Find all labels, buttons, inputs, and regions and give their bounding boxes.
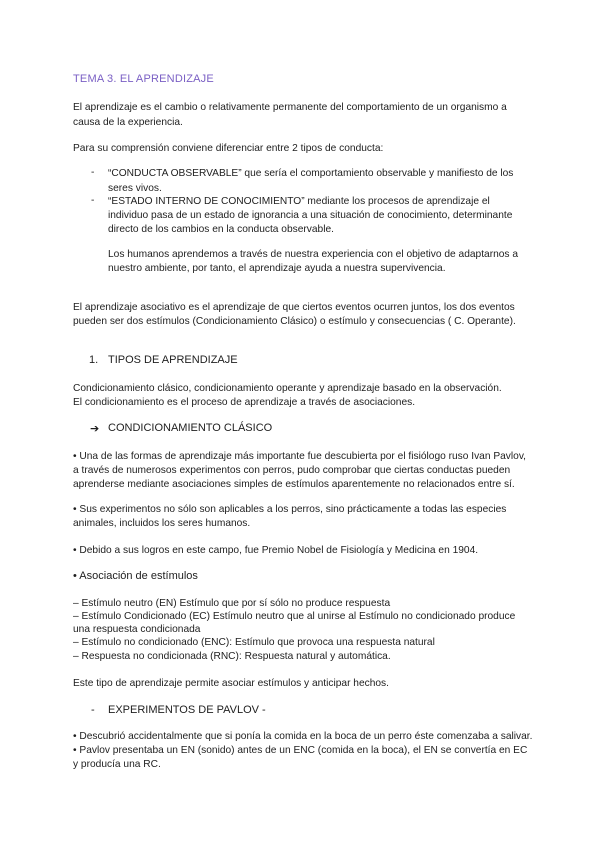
humanos-line: Los humanos aprendemos a través de nuestra experiencia con el objetivo de adaptarnos a <box>108 249 519 260</box>
estimulo-line: – Respuesta no condicionada (RNC): Respuesta natural y automática. <box>73 651 391 662</box>
section-dash: - <box>91 704 95 716</box>
asociativo-line: pueden ser dos estímulos (Condicionamiento Clásico) o estímulo y consecuencias ( C. Operante). <box>73 316 516 327</box>
pavlov-line: y producía una RC. <box>73 759 161 770</box>
estimulo-line: – Estímulo Condicionado (EC) Estímulo neutro que al unirse al Estímulo no condicionado produce <box>73 611 516 622</box>
section-heading-clasico: CONDICIONAMIENTO CLÁSICO <box>108 422 273 434</box>
estimulo-line: – Estímulo no condicionado (ENC): Estímulo que provoca una respuesta natural <box>73 637 435 648</box>
conducta-bullet: - <box>91 167 95 178</box>
conducta-line: “CONDUCTA OBSERVABLE” que sería el comportamiento observable y manifiesto de los <box>108 168 514 179</box>
clasico-line: • Sus experimentos no sólo son aplicables a los perros, sino prácticamente a todas las especies <box>73 504 507 515</box>
clasico-line: • Una de las formas de aprendizaje más importante fue descubierta por el fisiólogo ruso Ivan Pavlov, <box>73 451 526 462</box>
arrow-icon: ➔ <box>90 423 100 435</box>
comprension-text: Para su comprensión conviene diferenciar entre 2 tipos de conducta: <box>73 143 384 154</box>
tipos-line: El condicionamiento es el proceso de aprendizaje a través de asociaciones. <box>73 397 416 408</box>
clasico-line: a través de numerosos experimentos con perros, pudo comprobar que ciertas conductas pueden <box>73 465 511 476</box>
intro-line: El aprendizaje es el cambio o relativamente permanente del comportamiento de un organismo a <box>73 102 507 113</box>
clasico-line: • Debido a sus logros en este campo, fue Premio Nobel de Fisiología y Medicina en 1904. <box>73 545 479 556</box>
clasico-line: animales, incluidos los seres humanos. <box>73 518 251 529</box>
asociar-text: Este tipo de aprendizaje permite asociar estímulos y anticipar hechos. <box>73 678 389 689</box>
conducta-line: directo de los cambios en la conducta observable. <box>108 224 334 235</box>
conducta-line: individuo pasa de un estado de ignorancia a una situación de conocimiento, determinante <box>108 210 513 221</box>
section-number: 1. <box>89 354 99 366</box>
page-title: TEMA 3. EL APRENDIZAJE <box>73 73 214 85</box>
conducta-line: seres vivos. <box>108 183 162 194</box>
pavlov-line: • Pavlov presentaba un EN (sonido) antes de un ENC (comida en la boca), el EN se convertía en EC <box>73 745 528 756</box>
asociativo-line: El aprendizaje asociativo es el aprendizaje de que ciertos eventos ocurren juntos, los dos eventos <box>73 302 515 313</box>
section-heading-pavlov: EXPERIMENTOS DE PAVLOV - <box>108 704 266 716</box>
asociacion-heading: • Asociación de estímulos <box>73 570 198 582</box>
clasico-line: aprenderse mediante asociaciones simples de estímulos aparentemente no relacionados entre sí. <box>73 479 515 490</box>
estimulo-line: – Estímulo neutro (EN) Estímulo que por sí sólo no produce respuesta <box>73 598 391 609</box>
intro-line: causa de la experiencia. <box>73 117 183 128</box>
conducta-bullet: - <box>91 195 95 206</box>
tipos-line: Condicionamiento clásico, condicionamiento operante y aprendizaje basado en la observación. <box>73 383 502 394</box>
estimulo-line: una respuesta condicionada <box>73 624 201 635</box>
section-heading-tipos: TIPOS DE APRENDIZAJE <box>108 354 238 366</box>
pavlov-line: • Descubrió accidentalmente que si ponía la comida en la boca de un perro éste comenzaba a salivar. <box>73 731 533 742</box>
humanos-line: nuestro ambiente, por tanto, el aprendizaje ayuda a nuestra supervivencia. <box>108 263 446 274</box>
conducta-line: “ESTADO INTERNO DE CONOCIMIENTO” mediante los procesos de aprendizaje el <box>108 196 490 207</box>
